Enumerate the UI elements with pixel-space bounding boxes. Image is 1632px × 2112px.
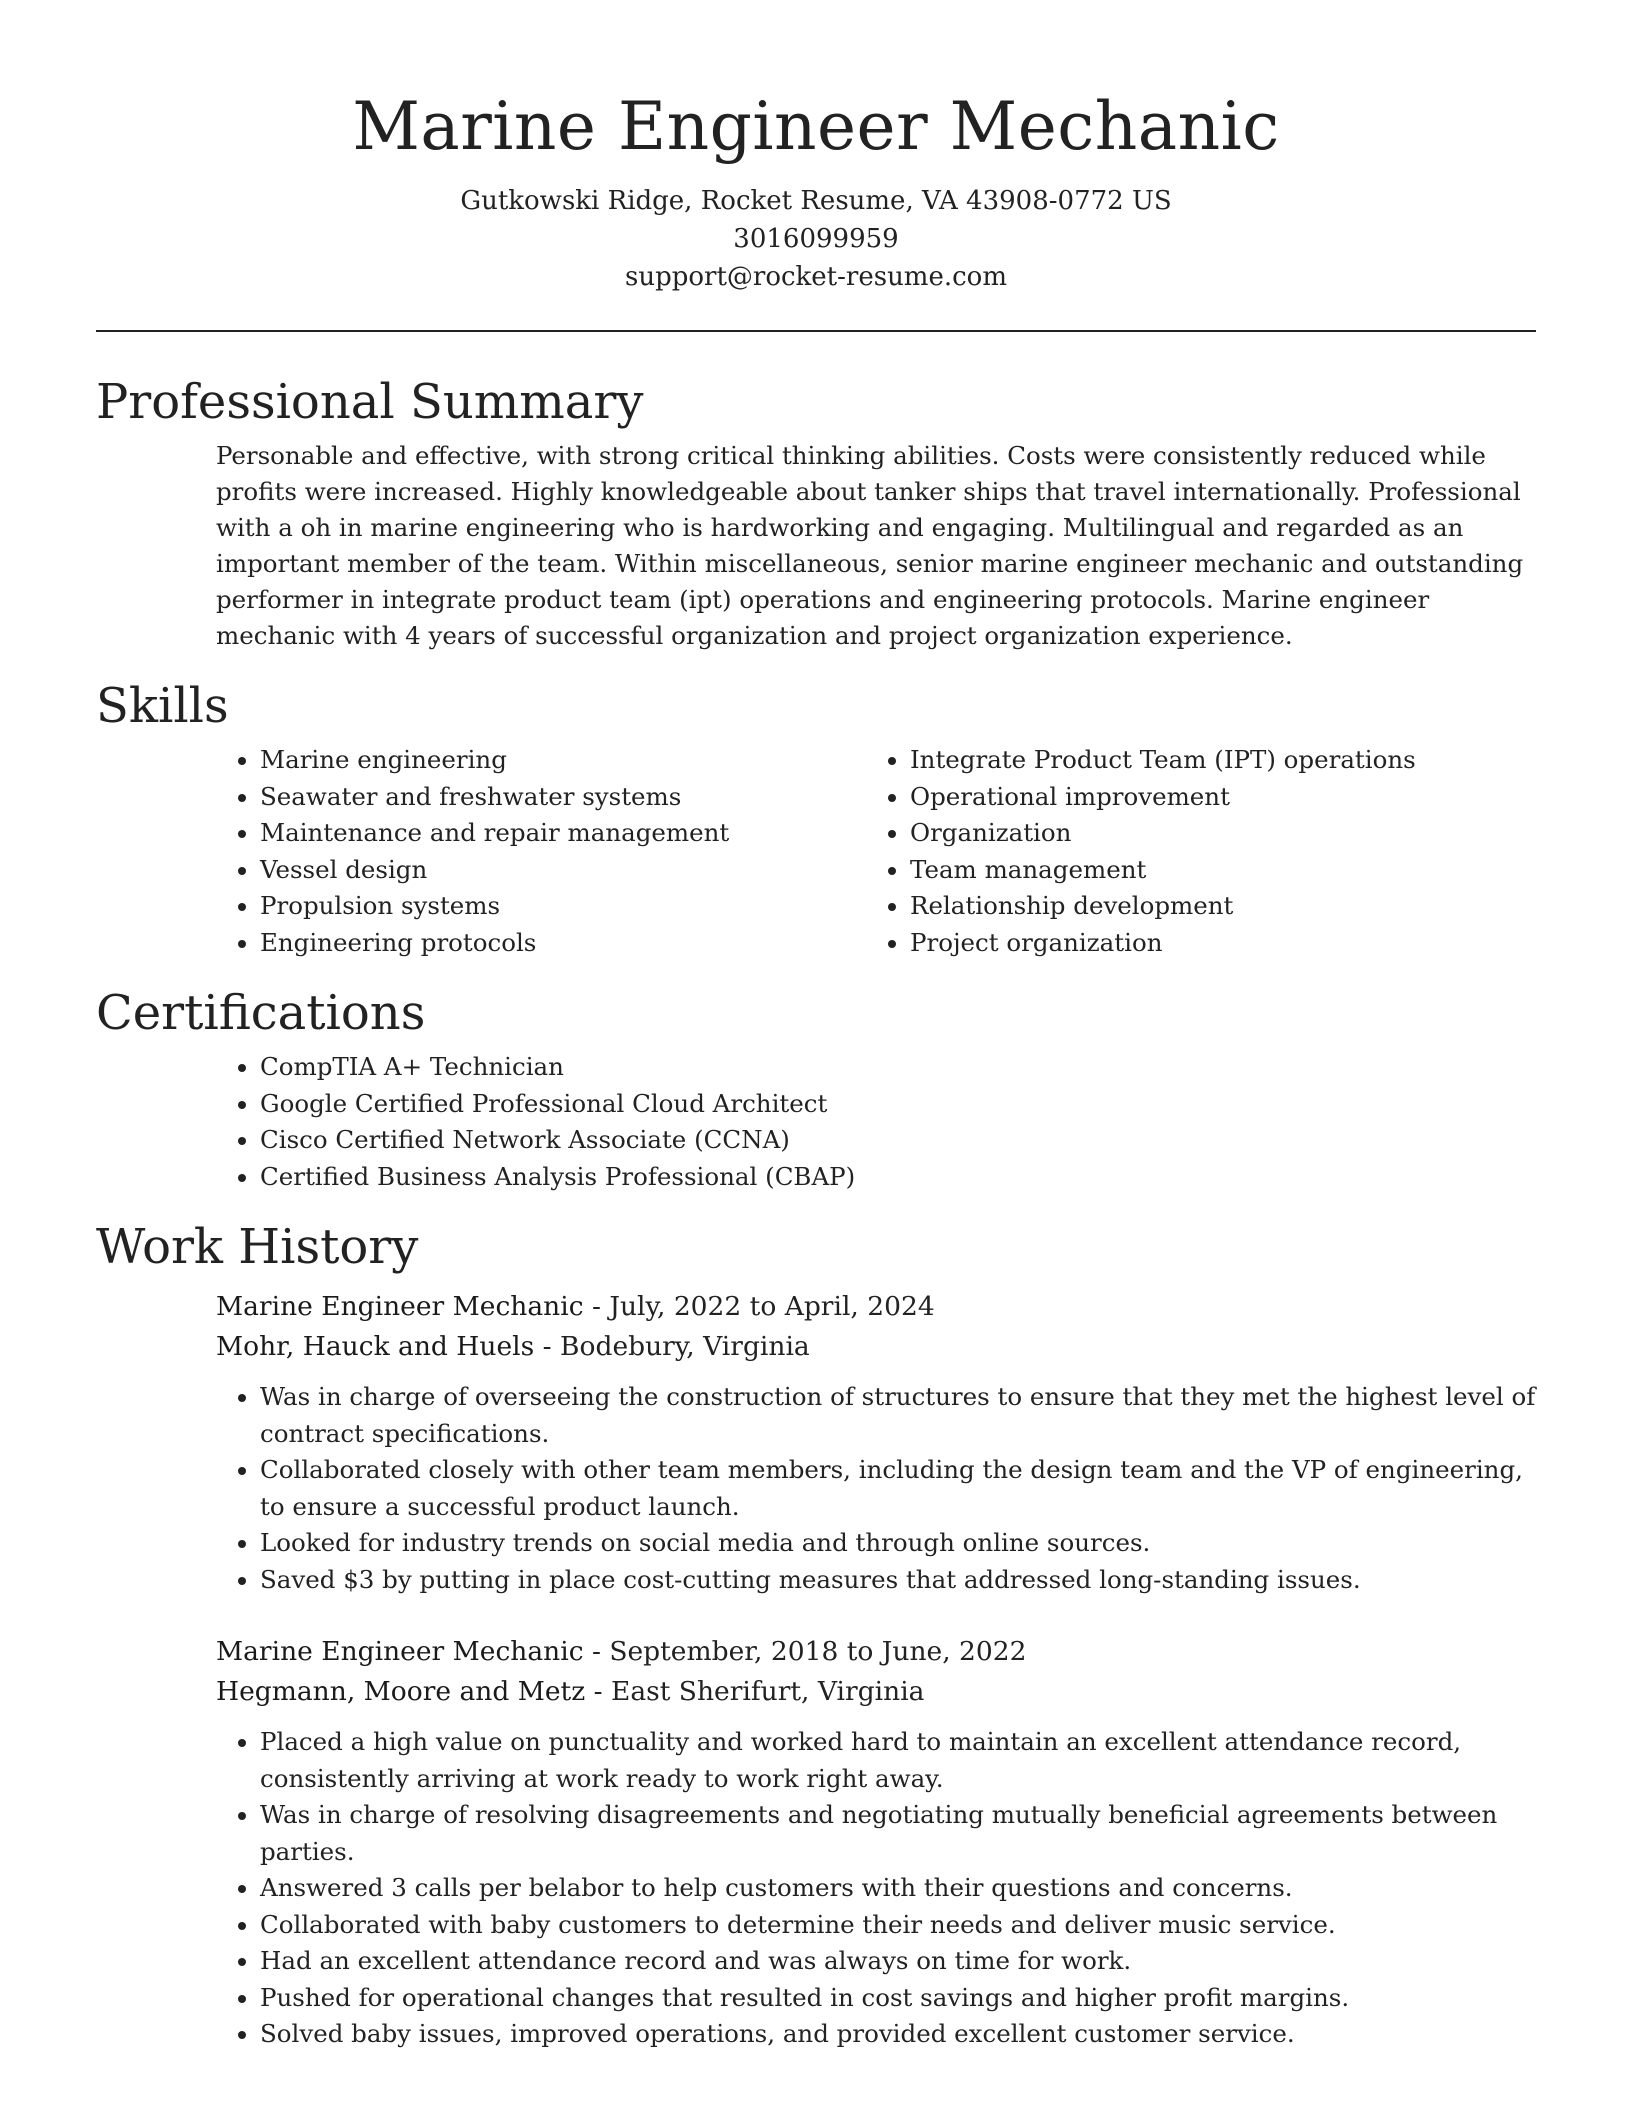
skills-column-left [216, 742, 866, 961]
skill-item: • Maintenance and repair management [260, 815, 866, 852]
skill-item: • Organization [910, 815, 1516, 852]
job-company: Mohr, Hauck and Huels [216, 1331, 535, 1362]
job-bullet: • Pushed for operational changes that resulted in cost savings and higher profit margins. [260, 1980, 1550, 2017]
job-bullet: • Had an excellent attendance record and was always on time for work. [260, 1943, 1550, 1980]
section-title-work-history: Work History [96, 1219, 419, 1275]
job-bullet: • Answered 3 calls per belabor to help customers with their questions and concerns. [260, 1870, 1550, 1907]
section-title-skills: Skills [96, 678, 229, 734]
skill-item: • Operational improvement [910, 779, 1516, 816]
skill-item: • Team management [910, 852, 1516, 889]
skill-item: • Integrate Product Team (IPT) operations [910, 742, 1516, 779]
job-bullet: • Looked for industry trends on social media and through online sources. [260, 1525, 1550, 1562]
contact-info [96, 182, 1536, 296]
job-heading [216, 1632, 1536, 1672]
certifications-list [216, 1049, 1536, 1195]
skill-item: • Vessel design [260, 852, 866, 889]
job-bullet: • Solved baby issues, improved operations, and provided excellent customer service. [260, 2016, 1550, 2053]
job-role: Marine Engineer Mechanic [216, 1291, 584, 1322]
phone: 3016099959 [733, 224, 899, 254]
skill-item: • Engineering protocols [260, 925, 866, 962]
summary-text: Personable and effective, with strong critical thinking abilities. Costs were consistently reduced while profits were increased. Highly knowledgeable about tanker ships that travel internationally. Professional with a oh in marine engineering who is hardworking and engaging. Multilingual and regarded as an important member of the team. Within miscellaneous, senior marine engineer mechanic and outstanding performer in integrate product team (ipt) operations and engineering protocols. Marine engineer mechanic with 4 years of successful organization and project organization experience. [216, 441, 1524, 650]
skill-item: • Relationship development [910, 888, 1516, 925]
skills-list [216, 742, 1536, 961]
job-bullet: • Collaborated with baby customers to determine their needs and deliver music service. [260, 1907, 1550, 1944]
job-employer [216, 1672, 1536, 1712]
section-title-certifications: Certifications [96, 985, 426, 1041]
job-bullet: • Was in charge of resolving disagreements and negotiating mutually beneficial agreements between parties. [260, 1797, 1550, 1870]
section-title-summary: Professional Summary [96, 374, 644, 430]
job-employer [216, 1327, 1536, 1367]
job-bullet: • Placed a high value on punctuality and worked hard to maintain an excellent attendance record, consistently arriving at work ready to work right away. [260, 1724, 1550, 1797]
certification-item: • Certified Business Analysis Professional (CBAP) [260, 1159, 1536, 1196]
skill-item: • Seawater and freshwater systems [260, 779, 866, 816]
certification-item: • CompTIA A+ Technician [260, 1049, 1536, 1086]
job-heading [216, 1287, 1536, 1327]
job-role: Marine Engineer Mechanic [216, 1636, 584, 1667]
skill-item: • Project organization [910, 925, 1516, 962]
job-dates: - September, 2018 to June, 2022 [583, 1636, 1027, 1667]
candidate-name: Marine Engineer Mechanic [352, 88, 1280, 165]
email: support@rocket-resume.com [624, 262, 1007, 292]
job-dates: - July, 2022 to April, 2024 [583, 1291, 935, 1322]
job-bullet: • Saved $3 by putting in place cost-cutting measures that addressed long-standing issues. [260, 1562, 1550, 1599]
certification-item: • Google Certified Professional Cloud Architect [260, 1086, 1536, 1123]
skill-item: • Marine engineering [260, 742, 866, 779]
resume-page [96, 0, 1536, 2053]
job-location: - Bodebury, Virginia [534, 1331, 810, 1362]
job-bullet: • Was in charge of overseeing the construction of structures to ensure that they met the highest level of contract specifications. [260, 1379, 1550, 1452]
skill-item: • Propulsion systems [260, 888, 866, 925]
job-location: - East Sherifurt, Virginia [585, 1676, 925, 1707]
address: Gutkowski Ridge, Rocket Resume, VA 43908-0772 US [460, 186, 1172, 216]
header-divider [96, 330, 1536, 332]
certification-item: • Cisco Certified Network Associate (CCNA) [260, 1122, 1536, 1159]
job-entry [216, 1632, 1536, 2053]
skills-column-right [866, 742, 1516, 961]
job-entry [216, 1287, 1536, 1598]
job-bullet: • Collaborated closely with other team members, including the design team and the VP of engineering, to ensure a successful product launch. [260, 1452, 1550, 1525]
resume-header [96, 0, 1536, 296]
job-company: Hegmann, Moore and Metz [216, 1676, 586, 1707]
